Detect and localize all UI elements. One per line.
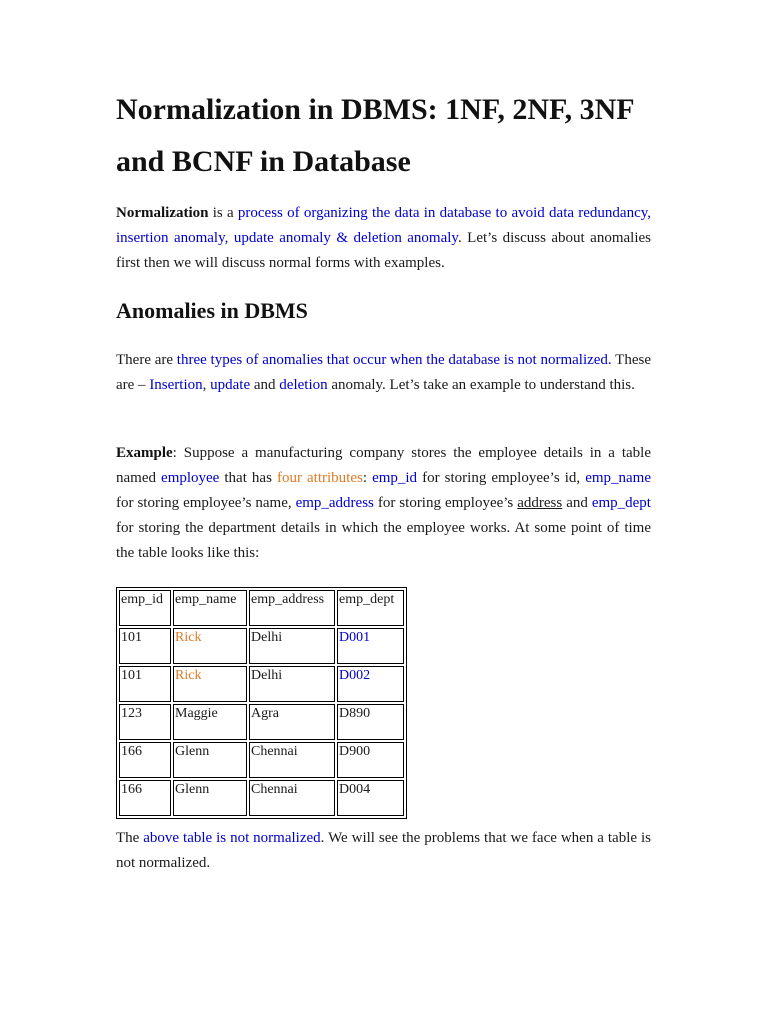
cell-emp-name: Glenn (173, 742, 247, 778)
cell-emp-id: 101 (119, 666, 171, 702)
cell-emp-dept: D002 (337, 666, 404, 702)
example-text-2: that has (219, 470, 277, 486)
example-text-1: : Suppose a manufacturing company stores the employee details in a table named (116, 445, 651, 486)
conclusion-paragraph (116, 826, 651, 876)
cell-emp-address: Chennai (249, 742, 335, 778)
table-header-row (119, 590, 404, 626)
cell-emp-name: Glenn (173, 780, 247, 816)
cell-emp-address: Delhi (249, 666, 335, 702)
anomalies-comma: , (202, 377, 211, 393)
example-paragraph (116, 441, 651, 566)
header-emp-address: emp_address (249, 590, 335, 626)
anomalies-text-3: anomaly. Let’s take an example to understand this. (327, 377, 635, 393)
table-row (119, 780, 404, 816)
page-title: Normalization in DBMS: 1NF, 2NF, 3NF and BCNF in Database (116, 93, 634, 178)
term-employee: employee (161, 470, 220, 486)
conclusion-highlight: above table is not normalized (143, 830, 321, 846)
anomalies-text-2: These are – (116, 352, 651, 393)
term-update: update (210, 377, 251, 393)
example-text-7: and (562, 495, 592, 511)
term-insertion: Insertion (149, 377, 203, 393)
intro-highlight: process of organizing the data in database to avoid data redundancy, insertion anomaly, update anomaly & deletion anomaly (116, 205, 652, 246)
table-row (119, 628, 404, 664)
table-row (119, 742, 404, 778)
example-label: Example (116, 445, 173, 461)
employee-table (116, 587, 407, 819)
intro-text-2: . Let’s discuss about anomalies first then we will discuss normal forms with examples. (116, 230, 651, 271)
normalization-term: Normalization (116, 205, 209, 221)
anomalies-highlight: three types of anomalies that occur when the database is not normalized. (176, 352, 612, 368)
anomalies-text-1: There are (116, 352, 177, 368)
anomalies-and: and (250, 377, 280, 393)
example-text-3: : (362, 470, 373, 486)
cell-emp-id: 101 (119, 628, 171, 664)
example-text-5: for storing employee’s name, (116, 495, 296, 511)
cell-emp-id: 123 (119, 704, 171, 740)
cell-emp-dept: D001 (337, 628, 404, 664)
cell-emp-dept: D900 (337, 742, 404, 778)
example-text-8: for storing the department details in which the employee works. At some point of time the table looks like this: (116, 520, 651, 561)
term-deletion: deletion (279, 377, 328, 393)
header-emp-id: emp_id (119, 590, 171, 626)
example-text-4: for storing employee’s id, (417, 470, 586, 486)
term-address: address (517, 495, 563, 511)
table-row (119, 666, 404, 702)
intro-paragraph (116, 201, 651, 276)
term-emp-id: emp_id (372, 470, 418, 486)
cell-emp-dept: D890 (337, 704, 404, 740)
header-emp-name: emp_name (173, 590, 247, 626)
header-emp-dept: emp_dept (337, 590, 404, 626)
cell-emp-address: Chennai (249, 780, 335, 816)
anomalies-paragraph (116, 348, 651, 398)
cell-emp-id: 166 (119, 780, 171, 816)
term-emp-address: emp_address (295, 495, 374, 511)
term-four-attributes: four attributes (276, 470, 363, 486)
cell-emp-name: Rick (173, 628, 247, 664)
cell-emp-address: Agra (249, 704, 335, 740)
intro-text-1: is a (208, 205, 238, 221)
cell-emp-name: Rick (173, 666, 247, 702)
cell-emp-dept: D004 (337, 780, 404, 816)
conclusion-text-1: The (116, 830, 144, 846)
conclusion-text-2: . We will see the problems that we face when a table is not normalized. (116, 830, 651, 871)
cell-emp-name: Maggie (173, 704, 247, 740)
section-heading-anomalies: Anomalies in DBMS (116, 298, 308, 323)
term-emp-dept: emp_dept (591, 495, 651, 511)
example-text-6: for storing employee’s (373, 495, 518, 511)
cell-emp-address: Delhi (249, 628, 335, 664)
term-emp-name: emp_name (585, 470, 651, 486)
table-row (119, 704, 404, 740)
cell-emp-id: 166 (119, 742, 171, 778)
